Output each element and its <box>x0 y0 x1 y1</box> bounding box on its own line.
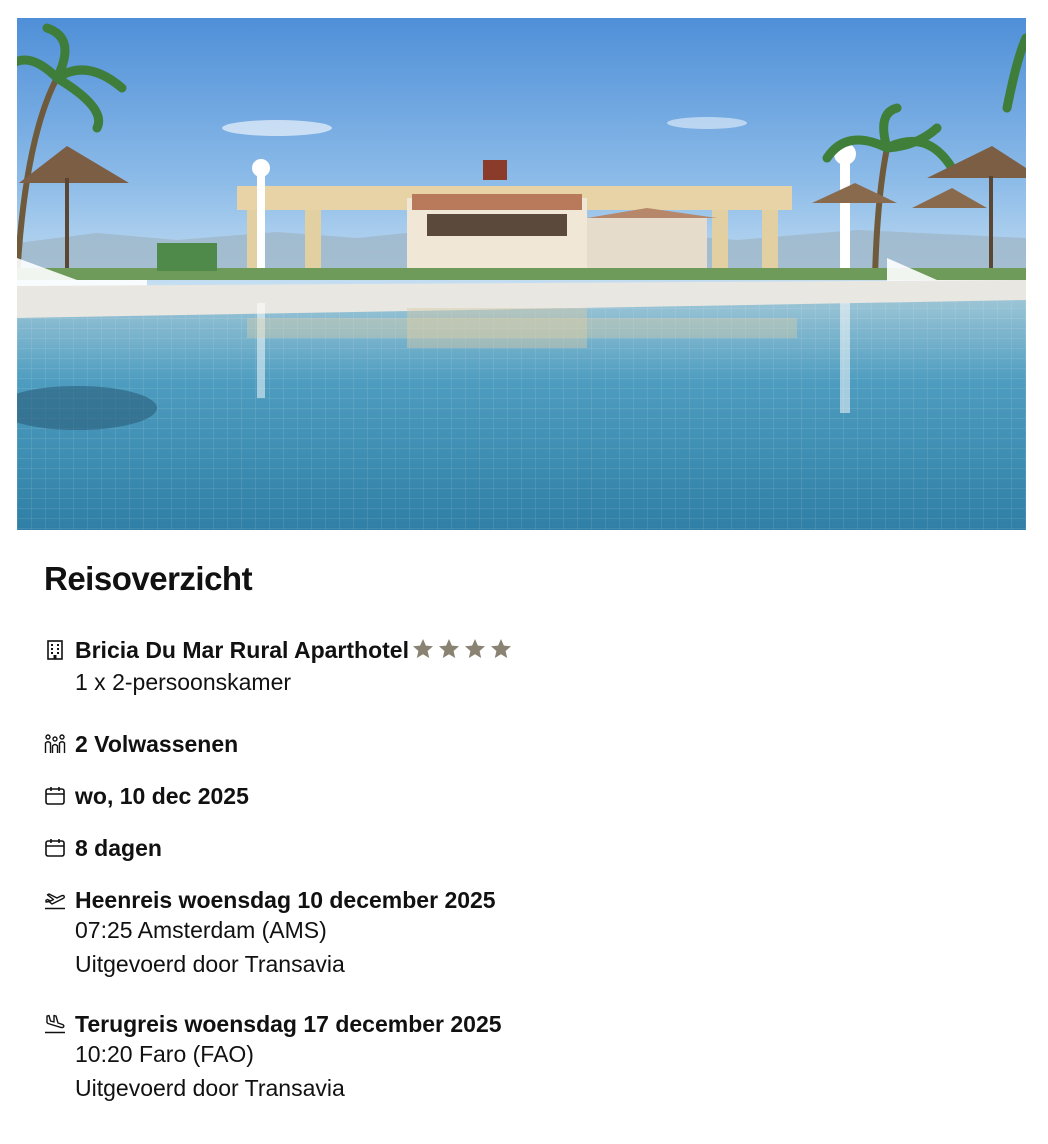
building-icon <box>44 639 66 661</box>
star-icon <box>463 637 487 661</box>
star-icon <box>489 637 513 661</box>
return-flight-section <box>44 1010 1004 1106</box>
hotel-name[interactable]: Bricia Du Mar Rural Aparthotel <box>75 637 409 663</box>
calendar-icon <box>44 785 66 807</box>
calendar-icon <box>44 837 66 859</box>
star-icon <box>411 637 435 661</box>
outbound-title: Heenreis woensdag 10 december 2025 <box>75 887 496 913</box>
plane-landing-icon <box>44 1013 66 1035</box>
star-icon <box>437 637 461 661</box>
room-type: 1 x 2-persoonskamer <box>75 669 292 695</box>
hotel-section <box>44 636 1004 700</box>
travellers-section <box>44 730 1004 758</box>
people-icon <box>44 733 66 755</box>
date-section <box>44 782 1004 810</box>
page-title: Reisoverzicht <box>44 560 253 597</box>
hotel-photo <box>17 18 1026 530</box>
departure-date: wo, 10 dec 2025 <box>75 783 249 809</box>
outbound-flight-section <box>44 886 1004 982</box>
travellers-label: 2 Volwassenen <box>75 731 239 757</box>
hotel-star-rating <box>411 636 515 664</box>
return-operator: Uitgevoerd door Transavia <box>75 1075 345 1101</box>
trip-duration: 8 dagen <box>75 835 162 861</box>
plane-takeoff-icon <box>44 889 66 911</box>
outbound-time-airport: 07:25 Amsterdam (AMS) <box>75 917 327 943</box>
return-time-airport: 10:20 Faro (FAO) <box>75 1041 254 1067</box>
outbound-operator: Uitgevoerd door Transavia <box>75 951 345 977</box>
return-title: Terugreis woensdag 17 december 2025 <box>75 1011 502 1037</box>
duration-section <box>44 834 1004 862</box>
